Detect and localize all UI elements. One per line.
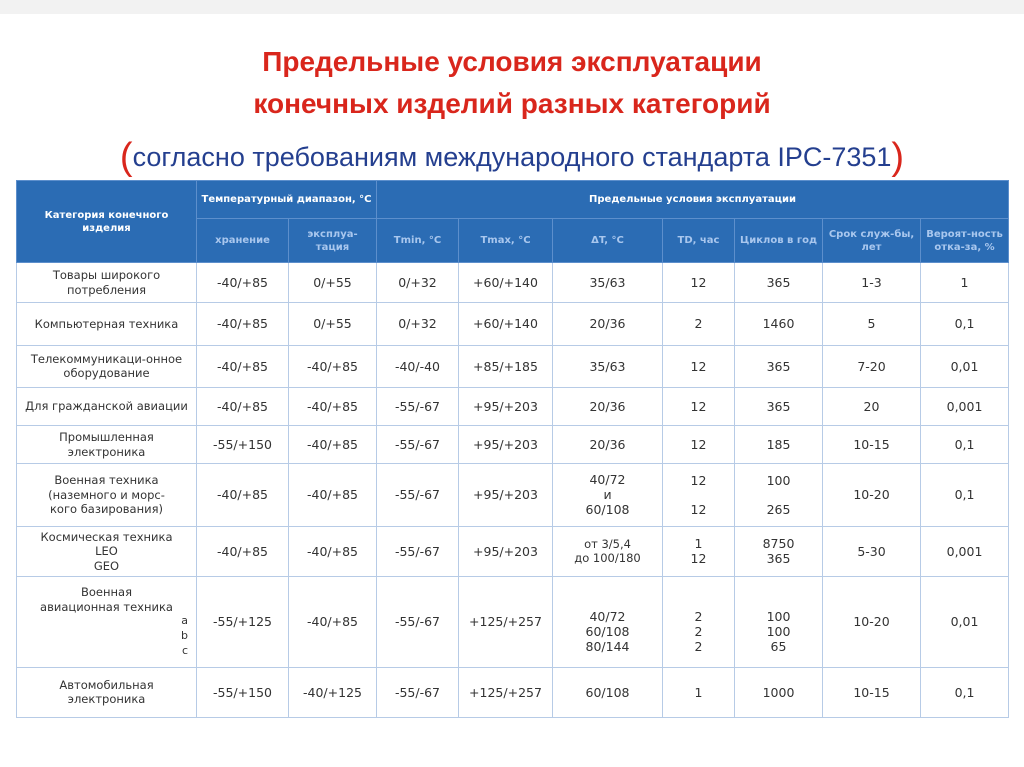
slide-subtitle: [0, 136, 1024, 179]
header-limits: Предельные условия эксплуатации: [377, 181, 1009, 219]
cell-tmax: +125/+257: [459, 667, 553, 717]
cell-life: 1-3: [823, 263, 921, 303]
cell-storage: -40/+85: [197, 387, 289, 425]
conditions-table: [16, 180, 1009, 718]
cell-life: 20: [823, 387, 921, 425]
row-category: Товары широкого потребления: [17, 263, 197, 303]
table-row: [17, 345, 1009, 387]
cell-tmax: +95/+203: [459, 387, 553, 425]
cell-delta-t: [553, 577, 663, 668]
cell-cycles: 365: [735, 345, 823, 387]
cell-td: 12: [663, 345, 735, 387]
cell-tmax: +85/+185: [459, 345, 553, 387]
cell-operation: -40/+85: [289, 464, 377, 526]
cell-tmax: +60/+140: [459, 303, 553, 345]
cell-probability: 0,01: [921, 577, 1009, 668]
cell-tmin: 0/+32: [377, 303, 459, 345]
category-line: Космическая техника: [40, 529, 173, 544]
subcategory-label: b: [181, 628, 188, 642]
value-line: 8750: [762, 536, 795, 552]
row-category: Телекоммуникаци-онное оборудование: [17, 345, 197, 387]
cell-delta-t: 60/108: [553, 667, 663, 717]
subtitle-text: согласно требованиям международного стандарта IPC-7351: [132, 142, 892, 172]
cell-cycles: 185: [735, 426, 823, 464]
cell-probability: 0,1: [921, 667, 1009, 717]
cell-cycles: 1000: [735, 667, 823, 717]
category-line: Военная техника: [54, 473, 159, 488]
cell-td: [663, 577, 735, 668]
cell-storage: -55/+150: [197, 667, 289, 717]
header-probability: Вероят-ность отка-за, %: [921, 219, 1009, 263]
cell-probability: 0,001: [921, 387, 1009, 425]
value-line: 12: [690, 501, 707, 517]
cell-operation: -40/+85: [289, 426, 377, 464]
value-line: 100: [766, 472, 791, 488]
table-row: [17, 526, 1009, 576]
cell-cycles: 365: [735, 387, 823, 425]
cell-td: 12: [663, 263, 735, 303]
cell-td: [663, 464, 735, 526]
subcategory-label: a: [181, 613, 188, 627]
cell-td: [663, 526, 735, 576]
cell-tmin: -40/-40: [377, 345, 459, 387]
cell-tmin: -55/-67: [377, 667, 459, 717]
cell-td: 1: [663, 667, 735, 717]
header-td: TD, час: [663, 219, 735, 263]
header-category: Категория конечного изделия: [17, 181, 197, 263]
slide-title-line1: Предельные условия эксплуатации: [262, 46, 762, 77]
value-line: 12: [690, 472, 707, 488]
cell-life: 10-20: [823, 464, 921, 526]
table-row: [17, 426, 1009, 464]
cell-operation: 0/+55: [289, 303, 377, 345]
cell-operation: -40/+85: [289, 387, 377, 425]
cell-delta-t: 20/36: [553, 426, 663, 464]
category-line: авиационная техника: [40, 599, 173, 614]
cell-tmax: +125/+257: [459, 577, 553, 668]
row-category: Для гражданской авиации: [17, 387, 197, 425]
cell-life: 5: [823, 303, 921, 345]
value-line: 40/72: [589, 609, 626, 625]
cell-cycles: [735, 577, 823, 668]
value-line: 2: [694, 624, 703, 640]
cell-storage: -55/+125: [197, 577, 289, 668]
value-line: 40/72: [589, 472, 626, 488]
cell-cycles: [735, 526, 823, 576]
header-tmax: Tmax, °С: [459, 219, 553, 263]
cell-delta-t: 20/36: [553, 387, 663, 425]
row-category: [17, 577, 197, 668]
cell-td: 12: [663, 426, 735, 464]
table-row: [17, 303, 1009, 345]
subcategory-label: c: [181, 643, 188, 657]
value-line: 60/108: [585, 624, 630, 640]
cell-delta-t: 20/36: [553, 303, 663, 345]
value-line: 100: [766, 624, 791, 640]
row-category: [17, 526, 197, 576]
cell-tmax: +95/+203: [459, 426, 553, 464]
cell-delta-t: 35/63: [553, 263, 663, 303]
header-temp-range: Температурный диапазон, °С: [197, 181, 377, 219]
cell-probability: 0,1: [921, 303, 1009, 345]
value-line: 365: [766, 551, 791, 567]
cell-storage: -55/+150: [197, 426, 289, 464]
cell-tmin: -55/-67: [377, 387, 459, 425]
table-row: [17, 577, 1009, 668]
category-line: Военная: [80, 585, 132, 600]
cell-operation: -40/+85: [289, 526, 377, 576]
cell-td: 2: [663, 303, 735, 345]
header-tmin: Tmin, °С: [377, 219, 459, 263]
header-delta-t: ΔT, °С: [553, 219, 663, 263]
value-line: 100: [766, 609, 791, 625]
cell-probability: 1: [921, 263, 1009, 303]
row-category: Автомобильная электроника: [17, 667, 197, 717]
cell-tmin: -55/-67: [377, 526, 459, 576]
cell-tmax: +95/+203: [459, 526, 553, 576]
cell-storage: -40/+85: [197, 464, 289, 526]
value-line: 80/144: [585, 639, 630, 655]
table-row: [17, 263, 1009, 303]
cell-delta-t: [553, 464, 663, 526]
row-category: [17, 464, 197, 526]
category-line: кого базирования): [49, 502, 163, 517]
cell-tmin: -55/-67: [377, 577, 459, 668]
cell-storage: -40/+85: [197, 526, 289, 576]
cell-operation: -40/+85: [289, 345, 377, 387]
cell-delta-t: [553, 526, 663, 576]
category-line: LEO: [95, 544, 118, 559]
cell-life: 5-30: [823, 526, 921, 576]
cell-td: 12: [663, 387, 735, 425]
cell-operation: -40/+125: [289, 667, 377, 717]
row-category: Промышленная электроника: [17, 426, 197, 464]
header-operation: эксплуа-тация: [289, 219, 377, 263]
cell-probability: 0,1: [921, 464, 1009, 526]
table-row: [17, 387, 1009, 425]
subtitle-close-paren: ): [891, 136, 905, 178]
value-line: и: [603, 487, 612, 503]
subtitle-open-paren: (: [119, 136, 133, 178]
row-category: Компьютерная техника: [17, 303, 197, 345]
cell-tmin: -55/-67: [377, 464, 459, 526]
cell-life: 10-20: [823, 577, 921, 668]
header-cycles: Циклов в год: [735, 219, 823, 263]
header-life: Срок служ-бы, лет: [823, 219, 921, 263]
table-row: [17, 667, 1009, 717]
header-storage: хранение: [197, 219, 289, 263]
cell-life: 10-15: [823, 667, 921, 717]
category-line: (наземного и морс-: [48, 487, 165, 502]
cell-storage: -40/+85: [197, 263, 289, 303]
cell-operation: 0/+55: [289, 263, 377, 303]
cell-storage: -40/+85: [197, 303, 289, 345]
value-line: 60/108: [585, 502, 630, 518]
value-line: 12: [690, 551, 707, 567]
value-line: 2: [694, 639, 703, 655]
value-line: от 3/5,4: [584, 537, 631, 552]
value-line: 265: [766, 501, 791, 517]
value-line: до 100/180: [574, 551, 641, 566]
cell-tmin: -55/-67: [377, 426, 459, 464]
cell-probability: 0,1: [921, 426, 1009, 464]
cell-cycles: [735, 464, 823, 526]
value-line: 65: [770, 639, 787, 655]
slide-title-line2: конечных изделий разных категорий: [253, 88, 771, 119]
cell-tmax: +60/+140: [459, 263, 553, 303]
cell-probability: 0,01: [921, 345, 1009, 387]
cell-life: 7-20: [823, 345, 921, 387]
cell-tmin: 0/+32: [377, 263, 459, 303]
category-line: GEO: [93, 558, 120, 573]
cell-delta-t: 35/63: [553, 345, 663, 387]
value-line: 1: [694, 536, 703, 552]
cell-life: 10-15: [823, 426, 921, 464]
cell-probability: 0,001: [921, 526, 1009, 576]
top-strip: [0, 0, 1024, 14]
cell-cycles: 365: [735, 263, 823, 303]
cell-cycles: 1460: [735, 303, 823, 345]
value-line: 2: [694, 609, 703, 625]
cell-tmax: +95/+203: [459, 464, 553, 526]
table-row: [17, 464, 1009, 526]
cell-operation: -40/+85: [289, 577, 377, 668]
cell-storage: -40/+85: [197, 345, 289, 387]
